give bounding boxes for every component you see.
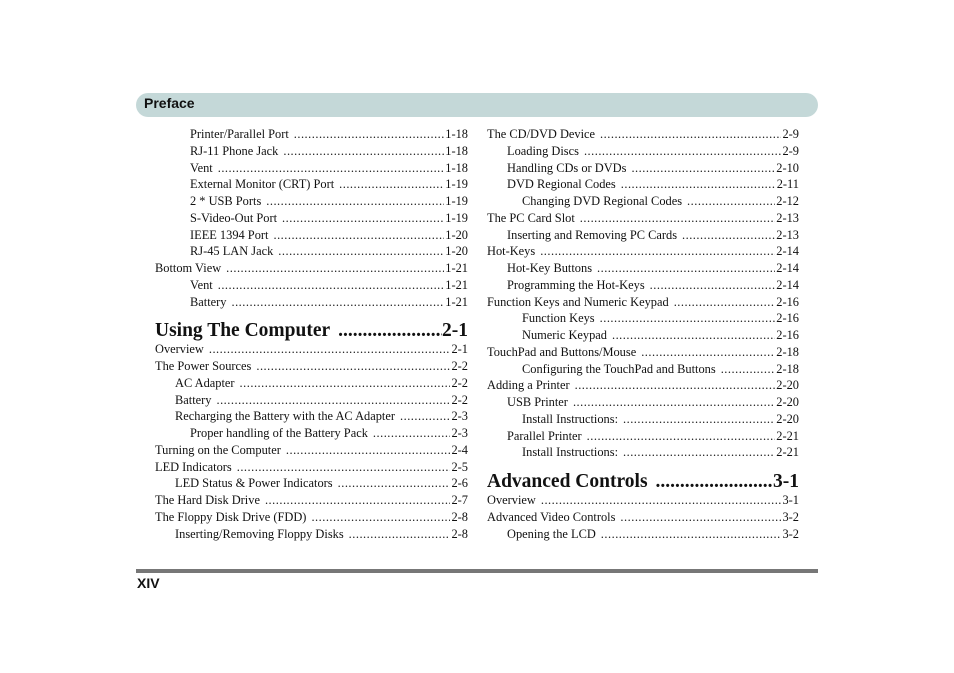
toc-entry-page: 1-19 [445, 177, 468, 192]
toc-entry[interactable] [155, 243, 468, 260]
toc-entry[interactable] [155, 392, 468, 409]
page-number: XIV [137, 575, 160, 591]
toc-entry[interactable] [487, 526, 799, 543]
toc-leader-dots [282, 210, 444, 227]
toc-entry-label: Handling CDs or DVDs [507, 160, 627, 175]
toc-entry-label: Install Instructions: [522, 445, 619, 460]
toc-entry-label: TouchPad and Buttons/Mouse [487, 344, 637, 359]
toc-entry[interactable] [155, 358, 468, 375]
toc-leader-dots [226, 260, 444, 277]
toc-leader-dots [575, 377, 776, 394]
toc-leader-dots [231, 294, 444, 311]
toc-entry-page: 1-20 [445, 244, 468, 259]
toc-entry-label: Numeric Keypad [522, 328, 607, 342]
toc-leader-dots [283, 143, 444, 160]
toc-entry[interactable] [155, 227, 468, 244]
toc-entry-page: 2-6 [451, 476, 468, 491]
toc-entry-label: Parallel Printer [507, 428, 582, 443]
toc-leader-dots [600, 126, 781, 143]
toc-entry[interactable] [487, 277, 799, 294]
toc-entry-label: The PC Card Slot [487, 210, 575, 225]
toc-leader-dots [623, 444, 775, 461]
toc-entry-page: 1-21 [445, 277, 468, 292]
toc-entry[interactable] [155, 260, 468, 277]
toc-entry[interactable] [487, 509, 799, 526]
toc-leader-dots [338, 475, 451, 492]
toc-leader-dots [338, 319, 442, 343]
toc-entry-label: Hot-Keys [487, 244, 536, 259]
toc-entry[interactable] [487, 310, 799, 327]
toc-leader-dots [623, 411, 775, 428]
toc-entry[interactable] [487, 344, 799, 361]
toc-leader-dots [540, 243, 775, 260]
toc-leader-dots [311, 509, 450, 526]
toc-entry[interactable] [487, 210, 799, 227]
toc-entry[interactable] [155, 160, 468, 177]
toc-entry-page: 1-21 [445, 261, 468, 275]
toc-leader-dots [278, 243, 444, 260]
toc-entry[interactable] [155, 210, 468, 227]
toc-entry-label: Adding a Printer [487, 378, 570, 393]
toc-leader-dots [721, 361, 776, 378]
toc-entry[interactable] [155, 176, 468, 193]
header-bar [136, 93, 818, 117]
toc-entry-page: 2-2 [451, 359, 468, 373]
toc-entry-label: USB Printer [507, 395, 568, 409]
toc-entry-page: 2-4 [451, 442, 468, 457]
toc-entry[interactable] [155, 459, 468, 476]
toc-column-right [487, 126, 799, 542]
toc-entry[interactable] [487, 492, 799, 509]
toc-entry[interactable] [487, 444, 799, 461]
toc-entry-page: 1-18 [445, 143, 468, 158]
toc-entry-page: 2-20 [776, 411, 799, 426]
toc-entry[interactable] [487, 143, 799, 160]
toc-leader-dots [687, 193, 775, 210]
toc-entry-label: Loading Discs [507, 143, 579, 158]
toc-entry-page: 2-20 [776, 395, 799, 409]
toc-entry-label: 2 * USB Ports [190, 194, 262, 208]
toc-entry[interactable] [155, 475, 468, 492]
toc-entry[interactable] [155, 425, 468, 442]
toc-entry[interactable] [487, 160, 799, 177]
toc-entry-page: 2-3 [451, 426, 468, 440]
toc-entry-label: AC Adapter [175, 375, 235, 390]
toc-entry[interactable] [155, 126, 468, 143]
toc-leader-dots [620, 509, 781, 526]
toc-entry-page: 2-14 [776, 244, 799, 259]
toc-leader-dots [587, 428, 776, 445]
toc-entry-page: 2-9 [782, 143, 799, 158]
toc-leader-dots [601, 526, 782, 543]
toc-entry-label: Programming the Hot-Keys [507, 277, 645, 292]
toc-entry-page: 2-13 [776, 227, 799, 242]
toc-leader-dots [621, 176, 776, 193]
toc-entry[interactable] [487, 227, 799, 244]
toc-entry-label: LED Indicators [155, 459, 232, 474]
toc-entry-page: 1-19 [445, 194, 468, 208]
toc-entry-page: 3-1 [773, 471, 799, 492]
toc-entry-page: 2-21 [776, 428, 799, 443]
toc-entry-label: Proper handling of the Battery Pack [190, 426, 368, 440]
toc-entry-label: Opening the LCD [507, 526, 596, 541]
toc-entry-label: Vent [190, 277, 213, 292]
toc-entry-label: Advanced Controls [487, 471, 648, 492]
toc-leader-dots [286, 442, 451, 459]
toc-entry-page: 2-1 [451, 342, 468, 357]
toc-entry[interactable] [155, 509, 468, 526]
toc-entry-page: 2-13 [776, 210, 799, 225]
toc-entry-label: RJ-45 LAN Jack [190, 244, 274, 259]
toc-entry-page: 2-16 [776, 328, 799, 342]
toc-chapter-heading[interactable] [487, 461, 799, 492]
toc-entry-label: Overview [155, 342, 204, 357]
toc-entry-page: 1-18 [445, 160, 468, 175]
toc-entry-label: RJ-11 Phone Jack [190, 143, 279, 158]
toc-leader-dots [584, 143, 782, 160]
toc-leader-dots [265, 492, 451, 509]
toc-leader-dots [600, 310, 776, 327]
toc-leader-dots [400, 408, 450, 425]
toc-entry-label: DVD Regional Codes [507, 177, 616, 192]
toc-leader-dots [631, 160, 775, 177]
toc-entry[interactable] [487, 260, 799, 277]
toc-entry[interactable] [155, 492, 468, 509]
toc-entry-label: The Hard Disk Drive [155, 493, 260, 507]
toc-entry[interactable] [155, 442, 468, 459]
toc-leader-dots [541, 492, 782, 509]
toc-entry[interactable] [155, 526, 468, 543]
toc-entry-label: IEEE 1394 Port [190, 227, 269, 242]
toc-entry-page: 2-3 [451, 409, 468, 424]
toc-leader-dots [641, 344, 775, 361]
toc-entry-page: 2-9 [782, 127, 799, 141]
toc-entry-label: Function Keys [522, 311, 595, 326]
toc-entry-label: Configuring the TouchPad and Buttons [522, 361, 716, 376]
toc-entry-page: 2-21 [776, 445, 799, 460]
toc-entry[interactable] [487, 361, 799, 378]
toc-entry-label: The CD/DVD Device [487, 127, 596, 141]
toc-entry-page: 2-12 [776, 194, 799, 208]
toc-leader-dots [580, 210, 776, 227]
toc-entry-page: 1-18 [445, 127, 468, 141]
toc-leader-dots [373, 425, 451, 442]
toc-chapter-heading[interactable] [155, 310, 468, 341]
toc-entry-page: 2-7 [451, 493, 468, 507]
toc-entry-page: 2-14 [776, 261, 799, 275]
toc-leader-dots [656, 470, 773, 494]
toc-leader-dots [218, 160, 445, 177]
toc-entry-page: 1-20 [445, 227, 468, 242]
toc-entry-label: Bottom View [155, 261, 222, 275]
toc-entry-label: External Monitor (CRT) Port [190, 177, 335, 192]
footer-rule [136, 569, 818, 573]
toc-entry-label: Battery [190, 294, 227, 309]
toc-entry[interactable] [155, 294, 468, 311]
toc-entry-page: 2-10 [776, 160, 799, 175]
toc-entry-label: The Power Sources [155, 359, 252, 373]
toc-entry-label: LED Status & Power Indicators [175, 476, 333, 491]
toc-entry[interactable] [155, 408, 468, 425]
toc-entry-page: 2-1 [442, 320, 468, 342]
toc-leader-dots [294, 126, 445, 143]
toc-entry[interactable] [487, 394, 799, 411]
toc-entry-page: 1-21 [445, 294, 468, 309]
toc-entry-label: Vent [190, 160, 213, 175]
toc-entry[interactable] [487, 193, 799, 210]
toc-entry-page: 2-2 [451, 392, 468, 407]
page-title: Preface [144, 95, 195, 111]
toc-leader-dots [597, 260, 775, 277]
toc-entry[interactable] [487, 126, 799, 143]
toc-leader-dots [209, 341, 451, 358]
toc-leader-dots [650, 277, 776, 294]
toc-entry-page: 1-19 [445, 210, 468, 225]
toc-entry-page: 2-8 [451, 509, 468, 524]
toc-leader-dots [682, 227, 775, 244]
toc-entry-label: Advanced Video Controls [487, 509, 616, 524]
toc-leader-dots [674, 294, 776, 311]
toc-leader-dots [349, 526, 451, 543]
toc-entry[interactable] [155, 341, 468, 358]
toc-entry-page: 2-18 [776, 361, 799, 376]
toc-entry-label: The Floppy Disk Drive (FDD) [155, 509, 307, 524]
toc-entry[interactable] [487, 377, 799, 394]
toc-entry[interactable] [487, 243, 799, 260]
toc-entry-label: S-Video-Out Port [190, 210, 278, 225]
toc-entry-label: Install Instructions: [522, 411, 619, 426]
toc-entry[interactable] [155, 277, 468, 294]
toc-entry-page: 2-5 [451, 459, 468, 474]
toc-entry[interactable] [487, 327, 799, 344]
toc-leader-dots [612, 327, 775, 344]
toc-entry-page: 2-11 [776, 177, 799, 192]
toc-entry-page: 2-14 [776, 277, 799, 292]
toc-entry-page: 2-16 [776, 311, 799, 326]
toc-entry-label: Printer/Parallel Port [190, 127, 289, 141]
toc-entry[interactable] [155, 143, 468, 160]
toc-entry-page: 2-20 [776, 378, 799, 393]
toc-entry-page: 2-8 [451, 526, 468, 541]
toc-entry-label: Using The Computer [155, 320, 331, 342]
toc-entry-page: 3-1 [782, 493, 799, 507]
toc-entry-label: Inserting and Removing PC Cards [507, 227, 678, 242]
toc-entry[interactable] [487, 176, 799, 193]
toc-entry-label: Hot-Key Buttons [507, 261, 593, 275]
toc-leader-dots [237, 459, 451, 476]
toc-entry-page: 3-2 [782, 509, 799, 524]
toc-leader-dots [256, 358, 450, 375]
toc-leader-dots [339, 176, 444, 193]
toc-entry-label: Function Keys and Numeric Keypad [487, 294, 669, 309]
toc-entry[interactable] [155, 193, 468, 210]
toc-entry[interactable] [487, 411, 799, 428]
toc-leader-dots [266, 193, 444, 210]
toc-entry-page: 2-18 [776, 344, 799, 359]
toc-entry-label: Turning on the Computer [155, 442, 281, 457]
toc-leader-dots [216, 392, 450, 409]
toc-entry-label: Battery [175, 392, 212, 407]
toc-leader-dots [573, 394, 775, 411]
toc-entry-page: 2-2 [451, 375, 468, 390]
toc-leader-dots [273, 227, 444, 244]
toc-entry[interactable] [155, 375, 468, 392]
toc-entry-page: 2-16 [776, 294, 799, 309]
toc-entry-label: Changing DVD Regional Codes [522, 194, 683, 208]
toc-leader-dots [240, 375, 451, 392]
toc-entry[interactable] [487, 428, 799, 445]
toc-column-left [155, 126, 468, 542]
toc-leader-dots [218, 277, 445, 294]
toc-entry[interactable] [487, 294, 799, 311]
toc-entry-page: 3-2 [782, 526, 799, 541]
toc-entry-label: Inserting/Removing Floppy Disks [175, 526, 344, 541]
toc-entry-label: Overview [487, 493, 536, 507]
toc-entry-label: Recharging the Battery with the AC Adapter [175, 409, 395, 424]
